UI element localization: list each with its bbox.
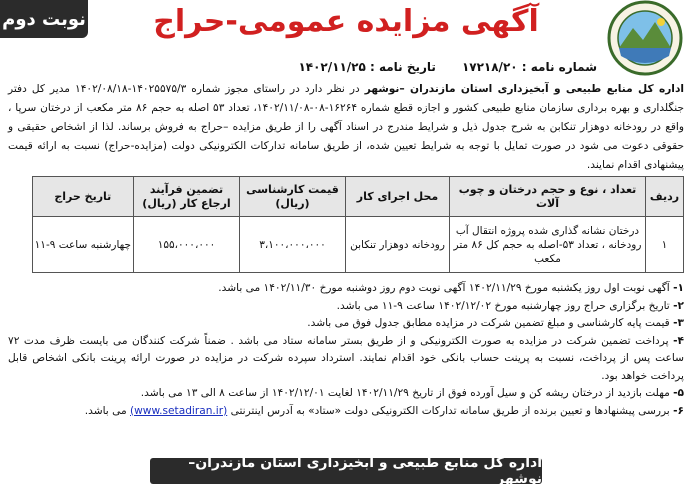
note-number: ۵- xyxy=(673,387,684,399)
note-number: ۴- xyxy=(673,334,684,347)
col-header-desc: تعداد ، نوع و حجم درختان و چوب آلات xyxy=(450,177,646,217)
col-header-row: ردیف xyxy=(646,177,684,217)
note-number: ۶- xyxy=(673,404,684,417)
table-row xyxy=(32,217,683,273)
note-text: قیمت پایه کارشناسی و مبلغ تضمین شرکت در مزایده مطابق جدول فوق می باشد. xyxy=(307,317,674,329)
note-text: آگهی نوبت اول روز یکشنبه مورخ ۱۴۰۲/۱۱/۲۹ آگهی نوبت دوم روز دوشنبه مورخ ۱۴۰۲/۱۱/۳۰ می باشد. xyxy=(218,282,674,294)
cell-guarantee: ۱۵۵،۰۰۰،۰۰۰ xyxy=(134,217,240,273)
intro-paragraph xyxy=(8,80,684,175)
note-number: ۱- xyxy=(673,282,684,294)
list-item xyxy=(8,280,684,298)
setadiran-link[interactable]: (www.setadiran.ir) xyxy=(130,404,228,417)
list-item xyxy=(8,298,684,316)
list-item xyxy=(8,385,684,403)
cell-auction-date: چهارشنبه ساعت ۹-۱۱ xyxy=(32,217,133,273)
notes-list xyxy=(8,280,684,420)
list-item xyxy=(8,333,684,386)
note-number: ۲- xyxy=(673,299,684,312)
page-title: آگهی مزایده عمومی-حراج xyxy=(153,4,539,39)
letter-number: شماره نامه : ۱۷۲۱۸/۲۰ xyxy=(461,60,597,74)
note-number: ۳- xyxy=(673,317,684,329)
cell-price: ۳،۱۰۰،۰۰۰،۰۰۰ xyxy=(240,217,346,273)
natural-resources-emblem-icon xyxy=(600,0,690,78)
note-text: پرداخت تضمین شرکت در مزایده به صورت الکترونیکی و از طریق بستر سامانه ستاد می باشد . ضمناً شرکت کنندگان می بایست ظرف مدت ۷۲ ساعت پس از پرداخت، نسبت به پرینت حساب بانکی خود اقدام نمایند. استرداد سپرده شرکت در مزایده در صورت ارائه پرینت بانکی اشخاص قابل پرداخت خواهد بود. xyxy=(8,334,684,382)
intro-body: در نظر دارد در راستای مجوز شماره ۱۴۰۲۵۵۷۵/۳-۱۴۰۲/۰۸/۱۸ مدیر کل دفتر جنگلداری و بهره برداری سازمان منابع طبیعی کشور و اجازه قطع شماره ۱۶۲۶۴-۰۸-۱۴۰۲/۱۱/۰۸، تعداد ۵۳ اصله به حجم ۸۶ متر مکعب از درختان سرپا ، واقع در رودخانه دوهزار تنکابن به شرح جدول ذیل و شرایط مندرج در اسناد آگهی را از طریق مزایده –حراج به فروش برساند. لذا از اشخاص حقیقی و حقوقی دعوت می شود در صورت تمایل با توجه به شرایط تعیین شده، از طریق سامانه تدارکات الکترونیکی دولت (مزایده-حراج) نسبت به ارائه قیمت پیشنهادی اقدام نمایند. xyxy=(8,83,684,171)
cell-desc: درختان نشانه گذاری شده پروژه انتقال آب رودخانه ، تعداد ۵۳-اصله به حجم کل ۸۶ متر مکعب xyxy=(450,217,646,273)
list-item xyxy=(8,315,684,333)
col-header-price: قیمت کارشناسی (ریال) xyxy=(240,177,346,217)
note-text: تاریخ برگزاری حراج روز چهارشنبه مورخ ۱۴۰۲/۱۲/۰۲ ساعت ۹-۱۱ می باشد. xyxy=(336,299,674,312)
note-text: بررسی پیشنهادها و تعیین برنده از طریق سامانه تدارکات الکترونیکی دولت «ستاد» به آدرس اینترنتی xyxy=(230,404,674,417)
note-text: مهلت بازدید از درختان ریشه کن و سیل آورده فوق از تاریخ ۱۴۰۲/۱۱/۲۹ لغایت ۱۴۰۲/۱۲/۰۱ از ساعت ۸ الی ۱۳ می باشد. xyxy=(140,387,674,399)
letter-meta xyxy=(10,60,597,74)
list-item xyxy=(8,403,684,421)
note-tail: می باشد. xyxy=(84,404,130,417)
issuing-organization: اداره کل منابع طبیعی و آبخیزداری استان مازندران –نوشهر xyxy=(364,83,685,95)
col-header-auction-date: تاریخ حراج xyxy=(32,177,133,217)
auction-table xyxy=(32,176,684,273)
footer-organization: اداره کل منابع طبیعی و آبخیزداری استان مازندران–نوشهر xyxy=(150,458,542,484)
letter-date: تاریخ نامه : ۱۴۰۲/۱۱/۲۵ xyxy=(298,60,436,74)
cell-place: رودخانه دوهزار تنکابن xyxy=(346,217,450,273)
col-header-guarantee: تضمین فرآیند ارجاع کار (ریال) xyxy=(134,177,240,217)
cell-row: ۱ xyxy=(646,217,684,273)
second-publication-badge: نوبت دوم xyxy=(0,0,88,38)
col-header-place: محل اجرای کار xyxy=(346,177,450,217)
table-header-row xyxy=(32,177,683,217)
